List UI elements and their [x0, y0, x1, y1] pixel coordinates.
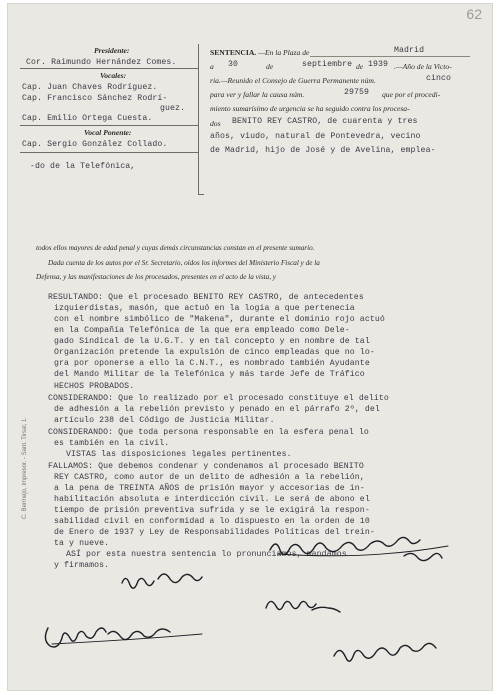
header-text: a: [210, 62, 214, 71]
signature-ponente: [334, 643, 436, 661]
signature-vocal-1: [122, 574, 202, 588]
body-line: y firmamos.: [54, 561, 110, 570]
body-line: REY CASTRO, como autor de un delito de adhesión a la rebelión,: [54, 473, 365, 482]
vocal-ponente-name: Cap. Sergio González Collado.: [22, 140, 168, 149]
vocales-label: Vocales:: [100, 71, 127, 80]
header-text: de: [356, 62, 364, 71]
body-line: artículo 238 del Código de Justicia Militar.: [54, 416, 275, 425]
body-line: a la pena de TREINTA AÑOS de prisión mayor y accesorias de in-: [54, 484, 365, 493]
body-line: de adhesión a la rebelión previsto y penado en el párrafo 2º, del: [54, 405, 380, 414]
accused-line: BENITO REY CASTRO, de cuarenta y tres: [232, 117, 418, 126]
printer-imprint: C. Bermejo, Impresor. - Sant. Tirsal, 1.: [22, 416, 28, 519]
body-line: en la Compañía Telefónica de la que era empleado como Dele-: [54, 326, 350, 335]
signatures: [8, 4, 492, 690]
body-line: FALLAMOS: Que debemos condenar y condenamos al procesado BENITO: [48, 462, 364, 471]
body-line: ta y nueve.: [54, 539, 110, 548]
presidente-label: Presidente:: [94, 46, 130, 55]
accused-line: años, viudo, natural de Pontevedra, vecino: [210, 132, 421, 141]
body-line: habilitación absoluta e interdicción civil. Le será de abono el: [54, 495, 370, 504]
causa-number: 29759: [344, 88, 370, 97]
header-text: que por el procedi-: [382, 90, 441, 99]
day-value: 30: [228, 60, 239, 69]
vocal-name: Cap. Juan Chaves Rodríguez.: [22, 83, 158, 92]
header-text: —En la Plaza de: [258, 48, 310, 57]
header-text: miento sumarísimo de urgencia se ha seguido contra los procesa-: [210, 104, 410, 113]
body-line: gra por oponerse a ello la C.N.T., es nombrado también Ayudante: [54, 359, 370, 368]
vocal-ponente-label: Vocal Ponente:: [84, 128, 132, 137]
preamble-line: todos ellos mayores de edad penal y cuyas demás circunstancias constan en el presente sumario.: [36, 244, 315, 252]
body-line: gado Sindical de la U.G.T. y en tal concepto y en nombre de tal: [54, 337, 370, 346]
header-text: de: [266, 62, 274, 71]
sentencia-title: SENTENCIA.: [210, 48, 257, 57]
body-line: VISTAS las disposiciones legales pertinentes.: [66, 450, 292, 459]
signature-presidente: [270, 537, 420, 554]
body-line: CONSIDERANDO: Que toda persona responsable en la esfera penal lo: [48, 428, 369, 437]
plaza-value: Madrid: [394, 46, 425, 55]
body-line: ASÍ por esta nuestra sentencia lo pronunciamos, mandamos: [66, 550, 347, 559]
body-line: es también en la civil.: [54, 439, 170, 448]
consejo-number: cinco: [426, 74, 452, 83]
page-number: 62: [466, 6, 482, 22]
presidente-name: Cor. Raimundo Hernández Comes.: [26, 58, 177, 67]
signature-vocal-3: [45, 628, 170, 647]
document-page: [8, 4, 492, 690]
vocal-name: guez.: [160, 104, 186, 113]
accused-line: -do de la Telefónica,: [30, 162, 136, 171]
header-text: ria.—Reunido el Consejo de Guerra Permanente núm.: [210, 76, 376, 85]
vocal-name: Cap. Emilio Ortega Cuesta.: [22, 114, 153, 123]
preamble-line: Defensa, y las manifestaciones de los procesados, presentes en el acto de la vista, y: [36, 273, 276, 281]
body-line: del Mando Militar de la Telefónica y más tarde Jefe de Tráfico: [54, 370, 365, 379]
year-value: 1939: [368, 60, 389, 69]
header-text: .—Año de la Victo-: [394, 62, 452, 71]
body-line: con el nombre simbólico de "Makena", durante el dominio rojo actuó: [54, 315, 385, 324]
body-line: izquierdistas, masón, que actuó en la logia a que pertenecía: [54, 304, 355, 313]
body-line: Organización pretende la expulsión de cinco empleadas que no lo-: [54, 348, 375, 357]
body-line: HECHOS PROBADOS.: [54, 382, 135, 391]
header-text: para ver y fallar la causa núm.: [210, 90, 305, 99]
accused-line: de Madrid, hijo de José y de Avelina, emplea-: [210, 146, 436, 155]
body-line: sabilidad civil en conformidad a lo dispuesto en la orden de 10: [54, 517, 370, 526]
body-line: CONSIDERANDO: Que lo realizado por el procesado constituye el delito: [48, 394, 389, 403]
body-line: de Enero de 1937 y Ley de Responsabilidades Políticas del trein-: [54, 528, 375, 537]
body-line: tiempo de prisión preventiva sufrida y se le exigirá la respon-: [54, 506, 370, 515]
signature-vocal-2: [266, 601, 340, 612]
month-value: septiembre: [302, 60, 353, 69]
header-text: dos: [210, 119, 221, 128]
vocal-name: Cap. Francisco Sánchez Rodrí-: [22, 94, 168, 103]
preamble-line: Dada cuenta de los autos por el Sr. Secretario, oídos los informes del Ministerio Fiscal y de la: [48, 259, 320, 267]
body-line: RESULTANDO: Que el procesado BENITO REY CASTRO, de antecedentes: [48, 293, 364, 302]
